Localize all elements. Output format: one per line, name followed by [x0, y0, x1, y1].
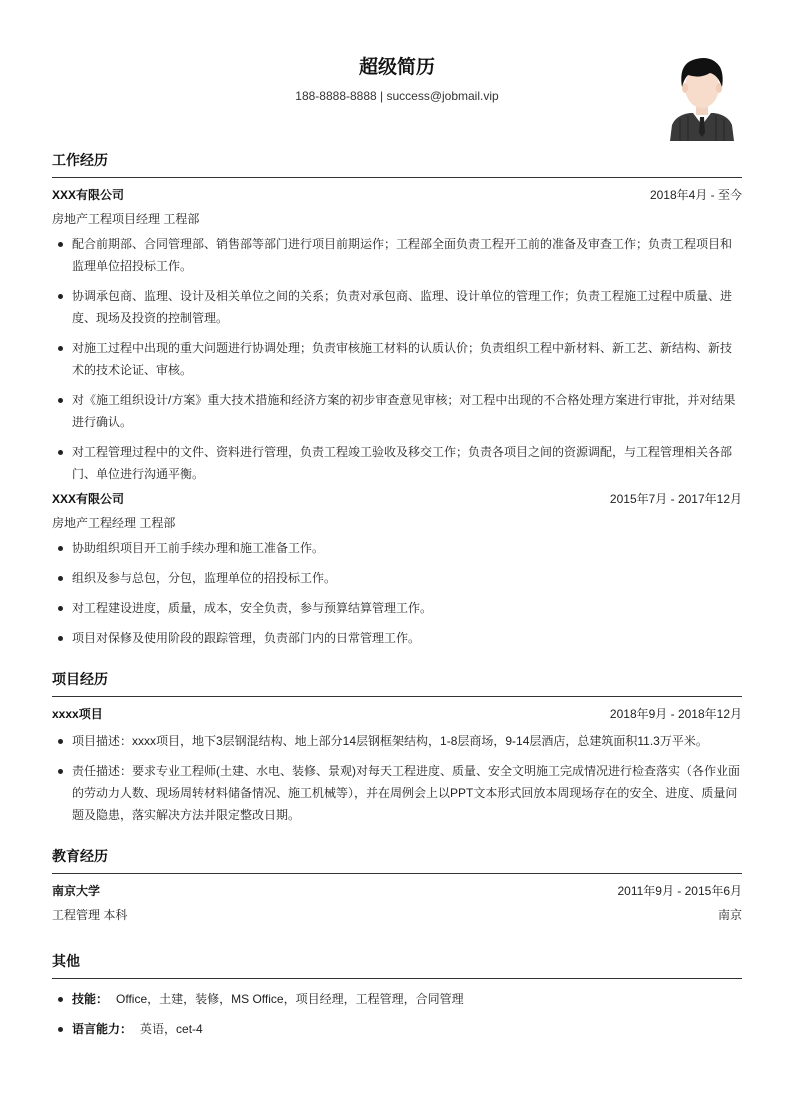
- major-degree: 工程管理 本科: [52, 908, 128, 922]
- work-entry: [52, 491, 742, 649]
- school-city: 南京: [717, 908, 742, 922]
- resume-header: [52, 0, 742, 150]
- project-date: 2018年9月 - 2018年12月: [609, 707, 742, 721]
- language-value: 英语，cet-4: [140, 1022, 203, 1036]
- list-item: 对施工过程中出现的重大问题进行协调处理；负责审核施工材料的认质认价；负责组织工程中新材料、新工艺、新结构、新技术的技术论证、审核。: [52, 337, 742, 381]
- skills-label: 技能：: [72, 992, 109, 1006]
- resume-page: [52, 0, 742, 1048]
- list-item: 配合前期部、合同管理部、销售部等部门进行项目前期运作；工程部全面负责工程开工前的准备及审查工作；负责工程项目和监理单位招投标工作。: [52, 233, 742, 277]
- other-bullets: [52, 988, 742, 1040]
- company-name: XXX有限公司: [52, 188, 125, 202]
- other-section: [52, 951, 742, 1040]
- work-bullets: [52, 537, 742, 649]
- work-experience-section: [52, 150, 742, 649]
- language-label: 语言能力：: [72, 1022, 133, 1036]
- work-bullets: [52, 233, 742, 485]
- list-item: 组织及参与总包，分包，监理单位的招投标工作。: [52, 567, 742, 589]
- list-item: [52, 988, 742, 1010]
- skills-value: Office，土建，装修，MS Office，项目经理，工程管理，合同管理: [116, 992, 464, 1006]
- section-title-work: 工作经历: [52, 150, 742, 178]
- project-bullets: [52, 730, 742, 826]
- list-item: 对《施工组织设计/方案》重大技术措施和经济方案的初步审查意见审核；对工程中出现的不合格处理方案进行审批，并对结果进行确认。: [52, 389, 742, 433]
- education-date: 2011年9月 - 2015年6月: [617, 884, 742, 898]
- list-item: 协调承包商、监理、设计及相关单位之间的关系；负责对承包商、监理、设计单位的管理工作；负责工程施工过程中质量、进度、现场及投资的控制管理。: [52, 285, 742, 329]
- section-title-other: 其他: [52, 951, 742, 979]
- project-experience-section: [52, 669, 742, 826]
- male-avatar-icon: [666, 53, 738, 141]
- contact-info: 188-8888-8888 | success@jobmail.vip: [295, 89, 499, 103]
- list-item: 协助组织项目开工前手续办理和施工准备工作。: [52, 537, 742, 559]
- section-title-education: 教育经历: [52, 846, 742, 874]
- list-item: 对工程建设进度，质量，成本，安全负责，参与预算结算管理工作。: [52, 597, 742, 619]
- list-item: 项目对保修及使用阶段的跟踪管理，负责部门内的日常管理工作。: [52, 627, 742, 649]
- section-title-project: 项目经历: [52, 669, 742, 697]
- work-entry: [52, 187, 742, 485]
- list-item: 责任描述：要求专业工程师(土建、水电、装修、景观)对每天工程进度、质量、安全文明施工完成情况进行检查落实（各作业面的劳动力人数、现场周转材料储备情况、施工机械等），并在周例会上以PPT文本形式回放本周现场存在的安全、进度、质量问题及隐患，落实解决方法并限定整改日期。: [52, 760, 742, 826]
- project-name: xxxx项目: [52, 707, 103, 721]
- job-role: 房地产工程项目经理 工程部: [52, 212, 200, 226]
- work-date: 2015年7月 - 2017年12月: [609, 492, 742, 506]
- list-item: 项目描述：xxxx项目，地下3层钢混结构、地上部分14层钢框架结构，1-8层商场，9-14层酒店，总建筑面积11.3万平米。: [52, 730, 742, 752]
- education-section: [52, 846, 742, 923]
- job-role: 房地产工程经理 工程部: [52, 516, 176, 530]
- company-name: XXX有限公司: [52, 492, 125, 506]
- list-item: [52, 1018, 742, 1040]
- resume-name: 超级简历: [358, 57, 435, 78]
- school-name: 南京大学: [52, 884, 101, 898]
- list-item: 对工程管理过程中的文件、资料进行管理，负责工程竣工验收及移交工作；负责各项目之间的资源调配，与工程管理相关各部门、单位进行沟通平衡。: [52, 441, 742, 485]
- work-date: 2018年4月 - 至今: [649, 188, 742, 202]
